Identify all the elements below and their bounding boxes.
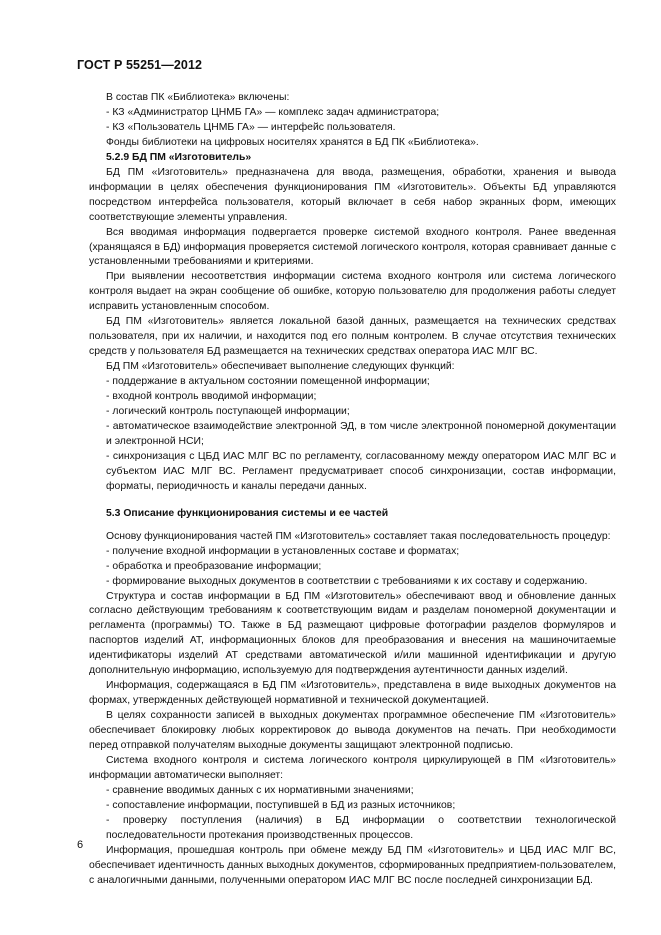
- list-item: - КЗ «Администратор ЦНМБ ГА» — комплекс задач администратора;: [106, 106, 440, 118]
- paragraph: В состав ПК «Библиотека» включены:: [106, 92, 290, 103]
- paragraph: Основу функционирования частей ПМ «Изготовитель» составляет такая последовательность процедур:: [106, 530, 611, 542]
- list-item: - сравнение вводимых данных с их нормативными значениями;: [106, 784, 414, 796]
- list-item: - проверку поступления (наличия) в БД информации о соответствии технологической последовательности протекания производственных процессов.: [106, 814, 616, 841]
- list-item: - формирование выходных документов в соответствии с требованиями к их составу и содержанию.: [106, 575, 588, 587]
- paragraph: Информация, прошедшая контроль при обмене между БД ПМ «Изготовитель» и ЦБД ИАС МЛГ ВС, обеспечивает идентичность данных выходных документов, сформированных предприятием-пользователем, с аналогичными данными, полученными оператором ИАС МЛГ ВС после последней синхронизации БД.: [89, 844, 616, 886]
- paragraph: БД ПМ «Изготовитель» является локальной базой данных, размещается на технических средствах пользователя, при их наличии, и находится под его полным контролем. В случае отсутствия технических средств у пользователя БД размещается на технических средствах оператора ИАС МЛГ ВС.: [89, 316, 616, 358]
- document-header: ГОСТ Р 55251—2012: [77, 58, 203, 72]
- paragraph: Система входного контроля и система логического контроля циркулирующей в ПМ «Изготовитель» информации автоматически выполняет:: [89, 754, 616, 781]
- list-item: - КЗ «Пользователь ЦНМБ ГА» — интерфейс пользователя.: [106, 121, 396, 133]
- list-item: - логический контроль поступающей информации;: [106, 406, 350, 418]
- paragraph: БД ПМ «Изготовитель» предназначена для ввода, размещения, обработки, хранения и вывода информации в целях обеспечения функционирования ПМ «Изготовитель». Объекты БД управляются посредством интерфейса пользователя, который включает в себя набор экранных форм, имеющих соответствующие элементы управления.: [89, 166, 616, 223]
- list-item: - получение входной информации в установленных составе и форматах;: [106, 545, 460, 557]
- list-item: - поддержание в актуальном состоянии помещенной информации;: [106, 376, 430, 388]
- document-body: [89, 91, 616, 889]
- page-number: 6: [77, 839, 84, 851]
- paragraph: При выявлении несоответствия информации система входного контроля или система логического контроля выдает на экран сообщение об ошибке, которую пользователю для продолжения работы следует исправить установленным способом.: [89, 271, 616, 313]
- list-item: - синхронизация с ЦБД ИАС МЛГ ВС по регламенту, согласованному между оператором ИАС МЛГ ВС и субъектом ИАС МЛГ ВС. Регламент предусматривает способ синхронизации, состав информации, форматы, периодичность и каналы передачи данных.: [106, 450, 616, 492]
- paragraph: В целях сохранности записей в выходных документах программное обеспечение ПМ «Изготовитель» обеспечивает блокировку любых корректировок до вывода документов на печать. При необходимости перед отправкой получателям выходные документы защищают электронной подписью.: [89, 710, 616, 752]
- list-item: - обработка и преобразование информации;: [106, 560, 322, 572]
- list-item: - сопоставление информации, поступившей в БД из разных источников;: [106, 799, 456, 811]
- paragraph: Структура и состав информации в БД ПМ «Изготовитель» обеспечивают ввод и обновление данных согласно действующим требованиям к соответствующим видам и разделам пономерной документации и регламента (программы) ТО. Также в БД размещают цифровые фотографии разделов формуляров и паспортов изделий АТ, информационных блоков для преобразования и внесения на машиночитаемые идентификаторы изделий АТ средствами автоматической и/или машинной идентификации и другую дополнительную информацию, используемую для подтверждения аутентичности данных изделий.: [89, 590, 616, 677]
- section-heading-5-3: 5.3 Описание функционирования системы и ее частей: [106, 507, 389, 519]
- list-item: - входной контроль вводимой информации;: [106, 391, 317, 403]
- section-heading-5-2-9: 5.2.9 БД ПМ «Изготовитель»: [106, 151, 252, 163]
- paragraph: Информация, содержащаяся в БД ПМ «Изготовитель», представлена в виде выходных документов на формах, утвержденных действующей нормативной и технической документацией.: [89, 680, 616, 707]
- paragraph: Фонды библиотеки на цифровых носителях хранятся в БД ПК «Библиотека».: [106, 136, 479, 148]
- list-item: - автоматическое взаимодействие электронной ЭД, в том числе электронной пономерной документации и электронной НСИ;: [106, 420, 616, 447]
- paragraph: Вся вводимая информация подвергается проверке системой входного контроля. Ранее введенная (хранящаяся в БД) информация проверяется системой логического контроля, которая сравнивает данные с установленными требованиями и критериями.: [89, 226, 616, 268]
- paragraph: БД ПМ «Изготовитель» обеспечивает выполнение следующих функций:: [106, 361, 455, 373]
